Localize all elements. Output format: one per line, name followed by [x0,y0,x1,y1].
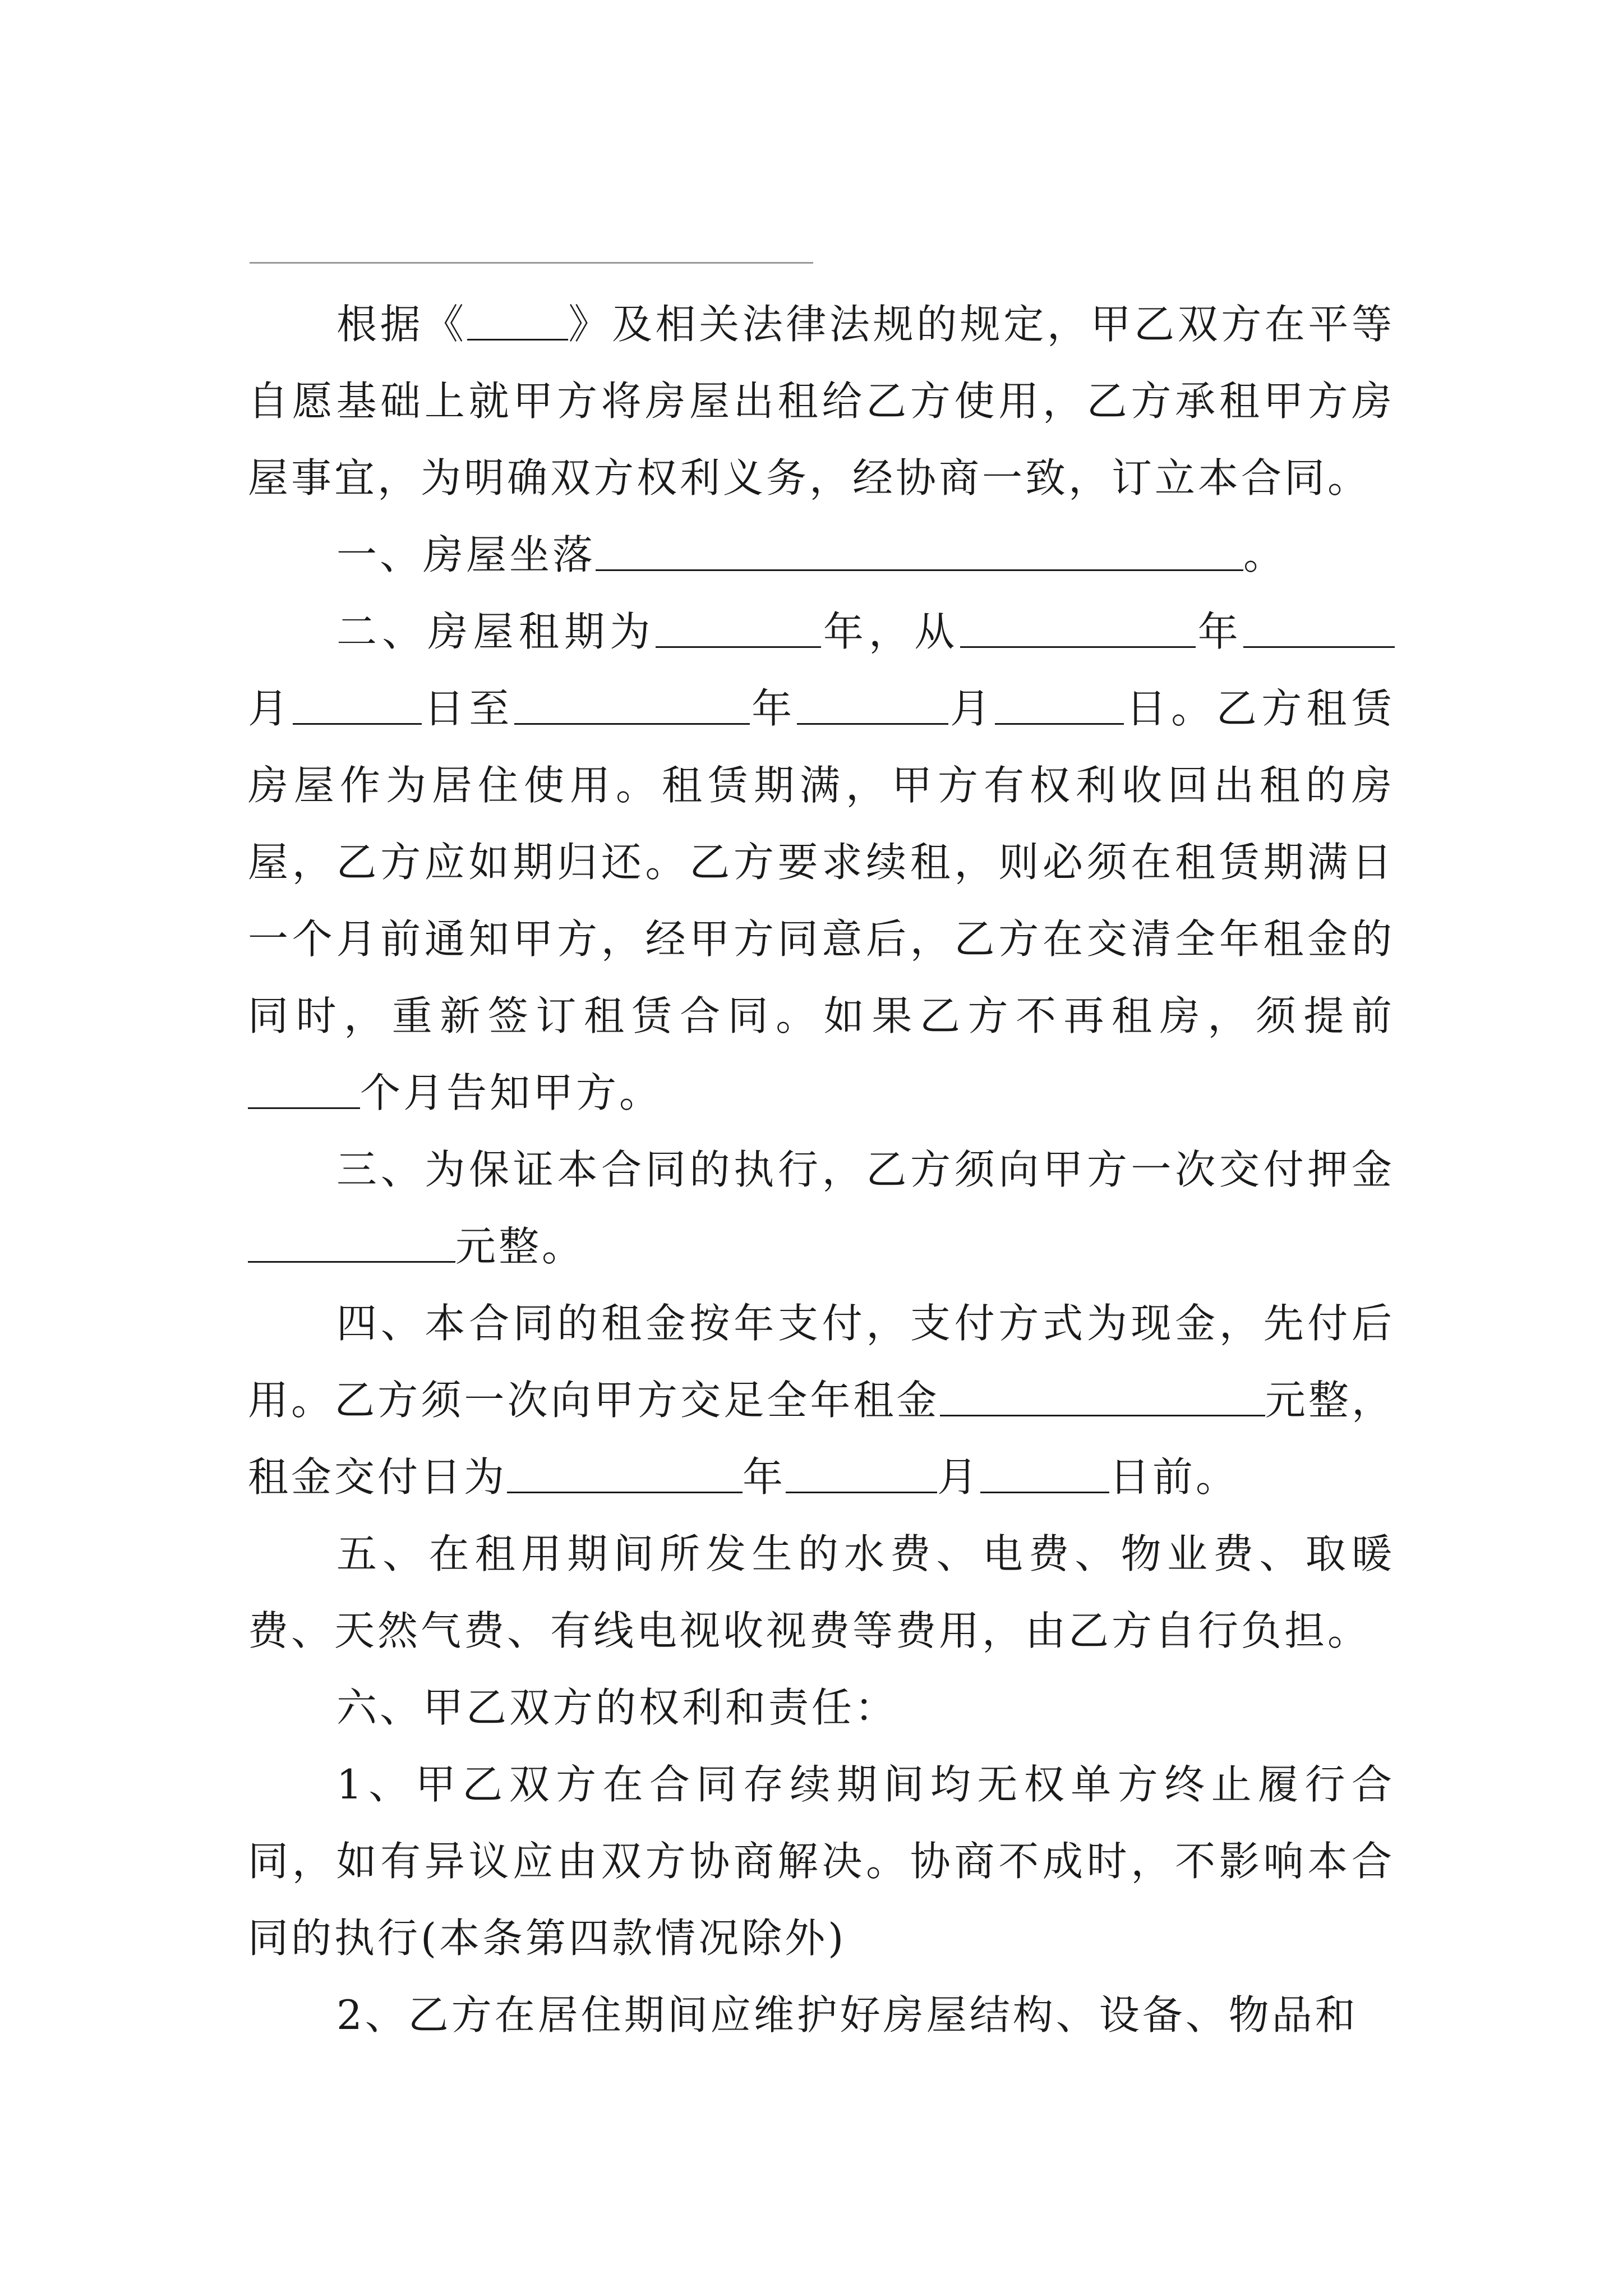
preamble-text-end: 》及相关法律法规的规定，甲乙双方在平等自愿基础上就甲方将房屋出租给乙方使用，乙方承租甲方房屋事宜，为明确双方权利义务，经协商一致，订立本合同。 [248,301,1395,501]
clause-6-heading: 六、甲乙双方的权利和责任： [336,1684,898,1731]
clause-3-label: 三、为保证本合同的执行，乙方须向甲方一次交付押金 [336,1146,1395,1193]
notice-months-blank[interactable] [248,1071,360,1109]
preamble-text-start: 根据《 [336,301,467,348]
clause-2-label: 二、房屋租期为 [336,608,656,655]
clause-5-utilities: 五、在租用期间所发生的水费、电费、物业费、取暖费、天然气费、有线电视收视费等费用，由乙方自行负担。 [248,1530,1395,1654]
deposit-amount-blank[interactable] [248,1225,455,1263]
clause-6-item-2: 2、乙方在居住期间应维护好房屋结构、设备、物品和 [336,1991,1358,2039]
clause-2-year-label: 年 [1195,608,1243,655]
clause-2-term [248,593,1395,1131]
clause-3-deposit [248,1131,1395,1285]
clause-2-text-to: 日至 [422,685,514,732]
clause-4-month-label: 月 [937,1453,981,1501]
end-day-blank[interactable] [995,687,1124,725]
start-month-blank[interactable] [1243,610,1395,648]
payment-month-blank[interactable] [786,1455,937,1493]
clause-4-end: 日前。 [1109,1453,1239,1501]
start-day-blank[interactable] [293,687,422,725]
clause-2-end-month-label: 月 [948,685,995,732]
clause-4-rent [248,1285,1395,1516]
clause-4-label: 四、本合同的租金按年支付，支付方式为现金，先付后用。乙方须一次向甲方交足全年租金 [248,1300,1395,1424]
clause-1-label: 一、房屋坐落 [336,531,596,578]
clause-1-end: 。 [1243,531,1287,578]
header-rule [250,262,813,264]
clause-3-end: 元整。 [455,1223,585,1270]
clause-4-payment-date-text: 元整，租金交付日为 [248,1377,1395,1501]
clause-4-year-label: 年 [743,1453,786,1501]
property-address-blank[interactable] [596,533,1243,571]
lease-years-blank[interactable] [656,610,821,648]
end-year-blank[interactable] [514,687,750,725]
payment-year-blank[interactable] [507,1455,743,1493]
preamble-paragraph [248,286,1395,517]
clause-2-month-label: 月 [248,685,293,732]
payment-day-blank[interactable] [980,1455,1109,1493]
law-title-blank[interactable] [467,302,568,341]
clause-2-end-year-label: 年 [749,685,797,732]
clause-2-end: 个月告知甲方。 [360,1069,663,1116]
clause-6-item-1: 1、甲乙双方在合同存续期间均无权单方终止履行合同，如有异议应由双方协商解决。协商不成时，不影响本合同的执行(本条第四款情况除外) [248,1761,1395,1962]
contract-body [248,286,1395,2054]
clause-2-text-from: 年，从 [820,608,960,655]
clause-2-body: 日。乙方租赁房屋作为居住使用。租赁期满，甲方有权利收回出租的房屋，乙方应如期归还。乙方要求续租，则必须在租赁期满日一个月前通知甲方，经甲方同意后，乙方在交清全年租金的同时，重新签订租赁合同。如果乙方不再租房，须提前 [248,685,1395,1039]
annual-rent-blank[interactable] [940,1378,1265,1416]
start-year-blank[interactable] [960,610,1196,648]
end-month-blank[interactable] [797,687,948,725]
clause-1-location [248,517,1395,593]
